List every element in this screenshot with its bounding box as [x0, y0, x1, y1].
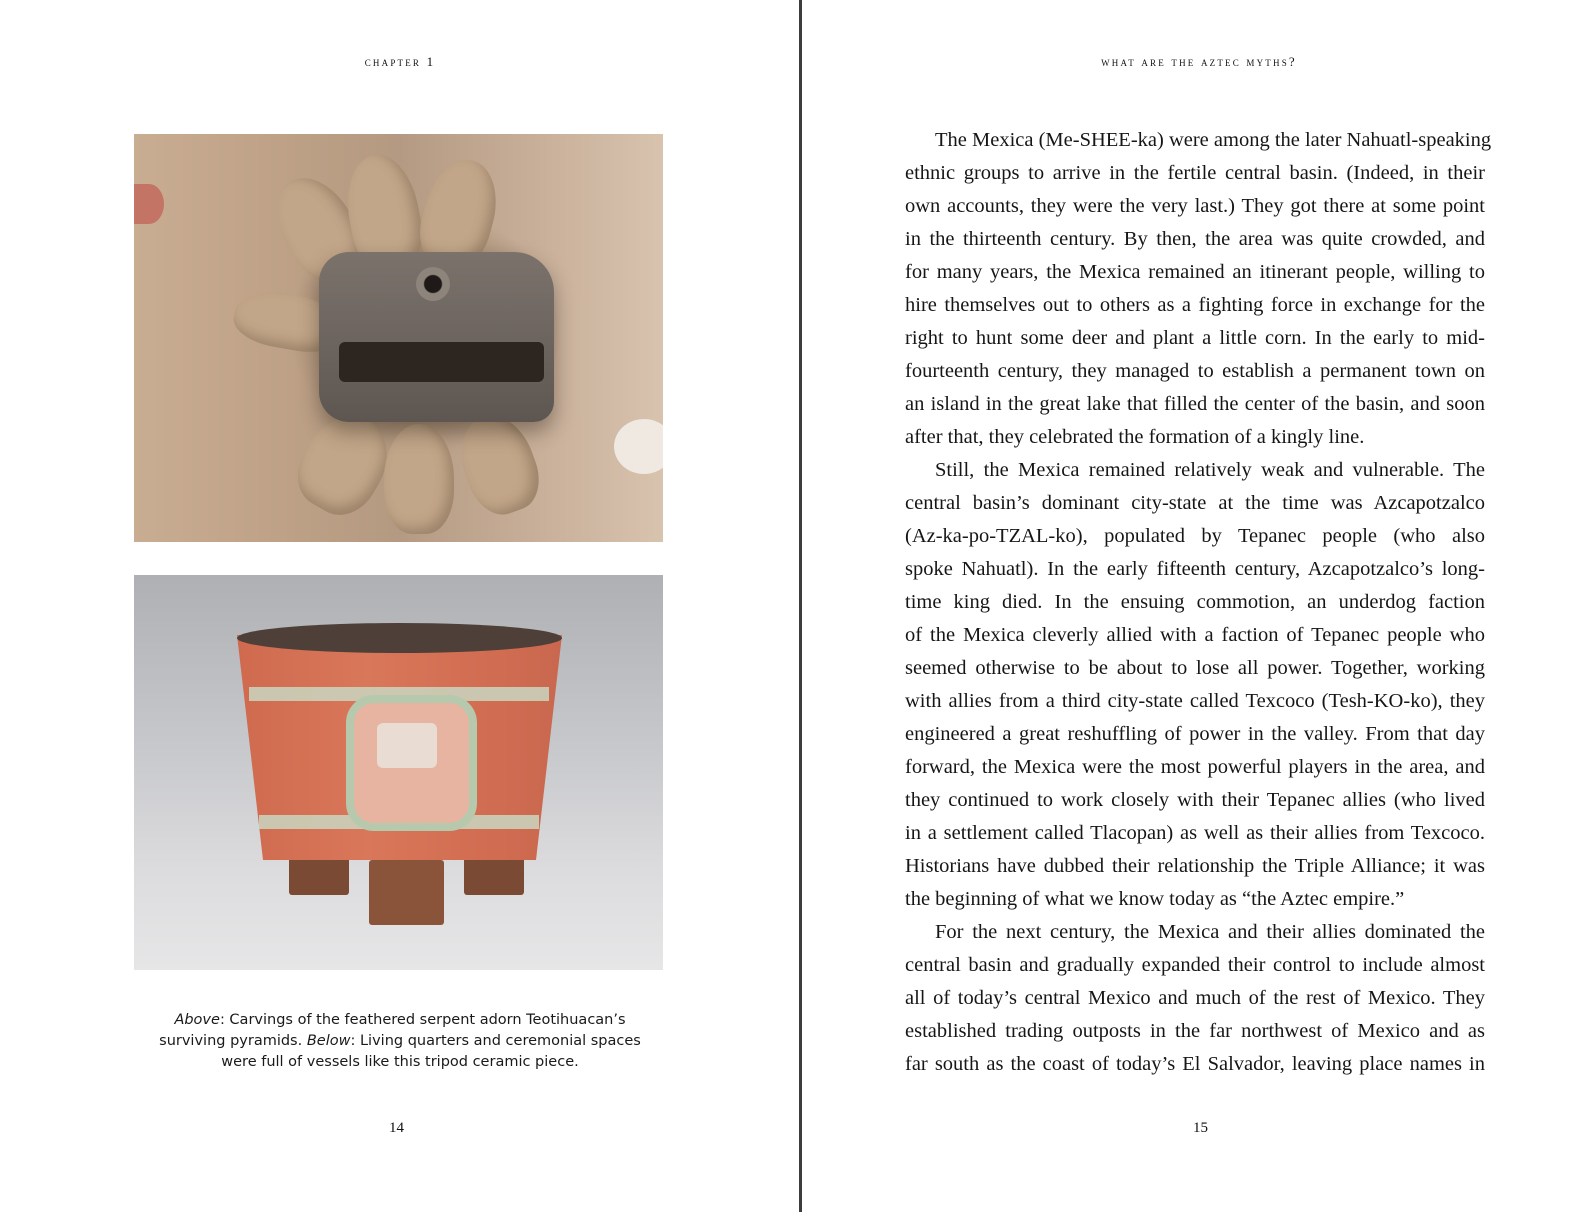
- text-line: with allies from a third city-state called Texcoco (Tesh-KO-ko), they: [905, 690, 1485, 712]
- body-text: [905, 124, 1492, 1081]
- text-line: they continued to work closely with their Tepanec allies (who lived: [905, 789, 1485, 811]
- text-line: Historians have dubbed their relationship the Triple Alliance; it was: [905, 855, 1485, 877]
- text-line: ethnic groups to arrive in the fertile central basin. (Indeed, in their: [905, 162, 1485, 184]
- text-line: after that, they celebrated the formation of a kingly line.: [905, 426, 1365, 448]
- caption-below-text: : Living quarters and ceremonial spaces were full of vessels like this tripod ceramic piece.: [221, 1033, 641, 1070]
- feathered-serpent-photo: [134, 134, 663, 542]
- right-page: [802, 0, 1596, 1212]
- text-line: forward, the Mexica were the most powerful players in the area, and: [905, 756, 1485, 778]
- feather-petal: [449, 405, 549, 523]
- text-line: time king died. In the ensuing commotion, an underdog faction: [905, 591, 1485, 613]
- serpent-mouth: [339, 342, 544, 382]
- text-line: central basin and gradually expanded their control to include almost: [905, 954, 1485, 976]
- caption-above-label: Above: [174, 1012, 220, 1028]
- text-line: right to hunt some deer and plant a little corn. In the early to mid-: [905, 327, 1485, 349]
- feather-petal: [384, 424, 454, 534]
- serpent-eye: [416, 267, 450, 301]
- text-line: engineered a great reshuffling of power in the valley. From that day: [905, 723, 1485, 745]
- text-line: spoke Nahuatl). In the early fifteenth century, Azcapotzalco’s long-: [905, 558, 1485, 580]
- figure-caption: [150, 1010, 650, 1073]
- text-line: fourteenth century, they managed to establish a permanent town on: [905, 360, 1485, 382]
- text-line: own accounts, they were the very last.) They got there at some point: [905, 195, 1485, 217]
- text-line: The Mexica (Me-SHEE-ka) were among the later Nahuatl-speaking: [935, 129, 1492, 151]
- text-line: the beginning of what we know today as “the Aztec empire.”: [905, 888, 1405, 910]
- text-line: all of today’s central Mexico and much of the rest of Mexico. They: [905, 987, 1485, 1009]
- running-head-right: what are the aztec myths?: [1101, 54, 1297, 69]
- vessel-rim: [237, 623, 562, 653]
- text-line: for many years, the Mexica remained an itinerant people, willing to: [905, 261, 1485, 283]
- vessel-face: [377, 723, 437, 768]
- text-line: of the Mexica cleverly allied with a faction of Tepanec people who: [905, 624, 1485, 646]
- page-number-right: 15: [1193, 1120, 1208, 1136]
- vessel-leg-front: [369, 860, 444, 925]
- text-line: in a settlement called Tlacopan) as well as their allies from Texcoco.: [905, 822, 1485, 844]
- text-line: hire themselves out to others as a fighting force in exchange for the: [905, 294, 1485, 316]
- text-line: seemed otherwise to be about to lose all power. Together, working: [905, 657, 1485, 679]
- paragraph-2: [905, 454, 1485, 916]
- white-shell-detail: [614, 419, 663, 474]
- text-line: For the next century, the Mexica and their allies dominated the: [935, 921, 1485, 943]
- text-line: established trading outposts in the far northwest of Mexico and as: [905, 1020, 1485, 1042]
- tripod-vessel-photo: [134, 575, 663, 970]
- text-line: (Az-ka-po-TZAL-ko), populated by Tepanec people (who also: [905, 525, 1485, 547]
- text-line: in the thirteenth century. By then, the area was quite crowded, and: [905, 228, 1485, 250]
- text-line: far south as the coast of today’s El Salvador, leaving place names in: [905, 1053, 1485, 1075]
- caption-below-label: Below: [306, 1033, 351, 1049]
- text-line: central basin’s dominant city-state at the time was Azcapotzalco: [905, 492, 1485, 514]
- paragraph-3: [905, 916, 1485, 1081]
- caption-above-text: : Carvings of the feathered serpent adorn Teotihuacan’s surviving pyramids.: [159, 1012, 626, 1049]
- text-line: Still, the Mexica remained relatively weak and vulnerable. The: [935, 459, 1485, 481]
- running-head-left: chapter 1: [364, 54, 436, 69]
- text-line: an island in the great lake that filled the center of the basin, and soon: [905, 393, 1485, 415]
- page-number-left: 14: [389, 1120, 404, 1136]
- paragraph-1: [905, 124, 1492, 454]
- red-shell-detail: [134, 184, 164, 224]
